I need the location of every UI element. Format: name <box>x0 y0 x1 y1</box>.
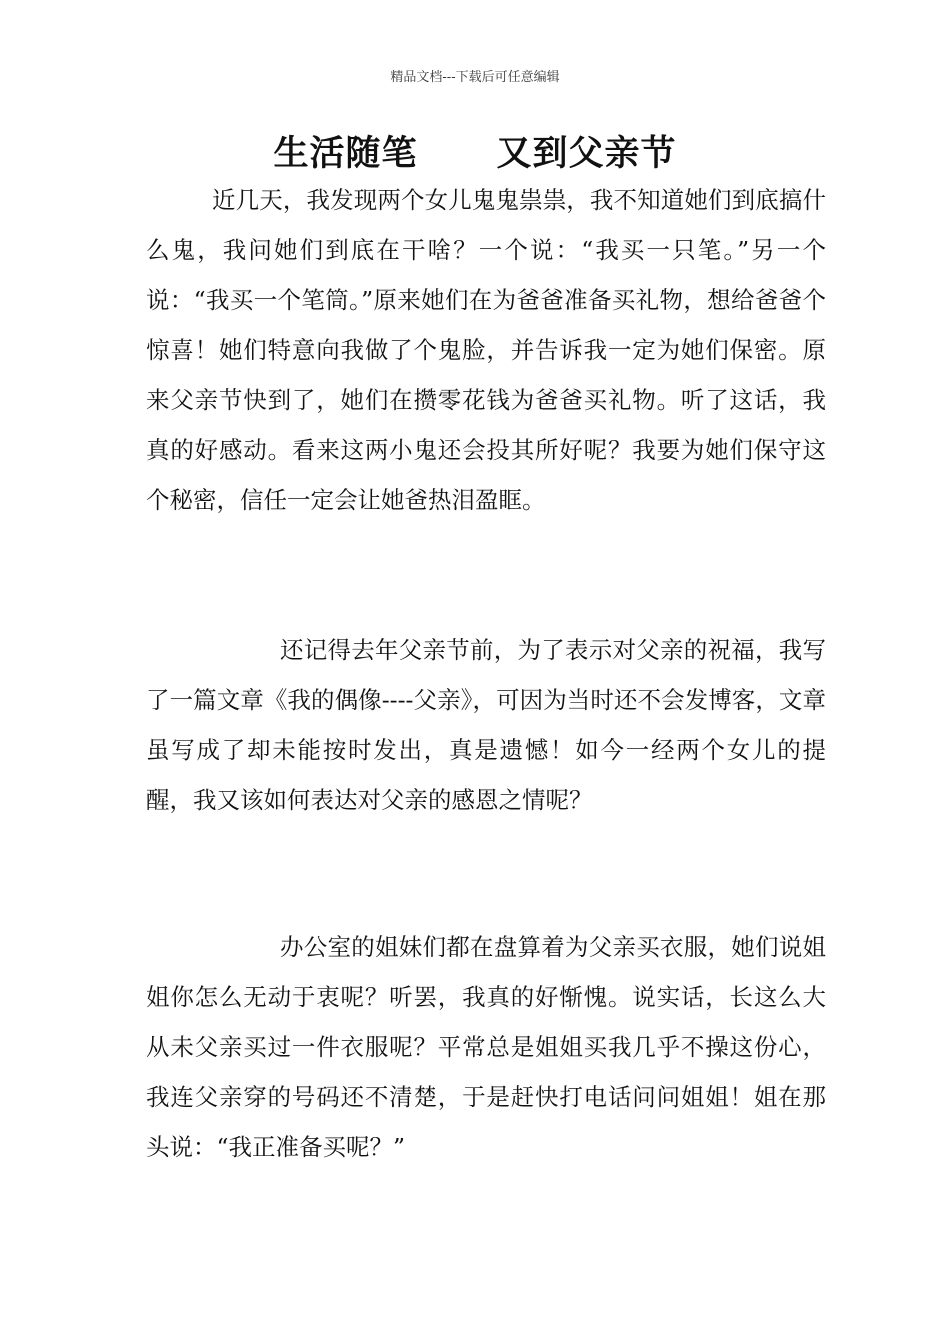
paragraph-3: 办公室的姐妹们都在盘算着为父亲买衣服，她们说姐姐你怎么无动于衷呢？听罢，我真的好惭愧。说实话，长这么大从未父亲买过一件衣服呢？平常总是姐姐买我几乎不操这份心，我连父亲穿的号码还不清楚，于是赶快打电话问问姐姐！姐在那头说：“我正准备买呢？” <box>146 933 826 1161</box>
paragraph-1: 近几天，我发现两个女儿鬼鬼祟祟，我不知道她们到底搞什么鬼，我问她们到底在干啥？一个说：“我买一只笔。”另一个说：“我买一个笔筒。”原来她们在为爸爸准备买礼物，想给爸爸个惊喜！她们特意向我做了个鬼脸，并告诉我一定为她们保密。原来父亲节快到了，她们在攒零花钱为爸爸买礼物。听了这话，我真的好感动。看来这两小鬼还会投其所好呢？我要为她们保守这个秘密，信任一定会让她爸热泪盈眶。 <box>146 186 826 514</box>
paragraph-2: 还记得去年父亲节前，为了表示对父亲的祝福，我写了一篇文章《我的偶像----父亲》，可因为当时还不会发博客，文章虽写成了却未能按时发出，真是遗憾！如今一经两个女儿的提醒，我又该如何表达对父亲的感恩之情呢？ <box>146 636 826 814</box>
document-header-note: 精品文档---下载后可任意编辑 <box>390 70 560 85</box>
article-title: 生活随笔 又到父亲节 <box>273 134 677 174</box>
